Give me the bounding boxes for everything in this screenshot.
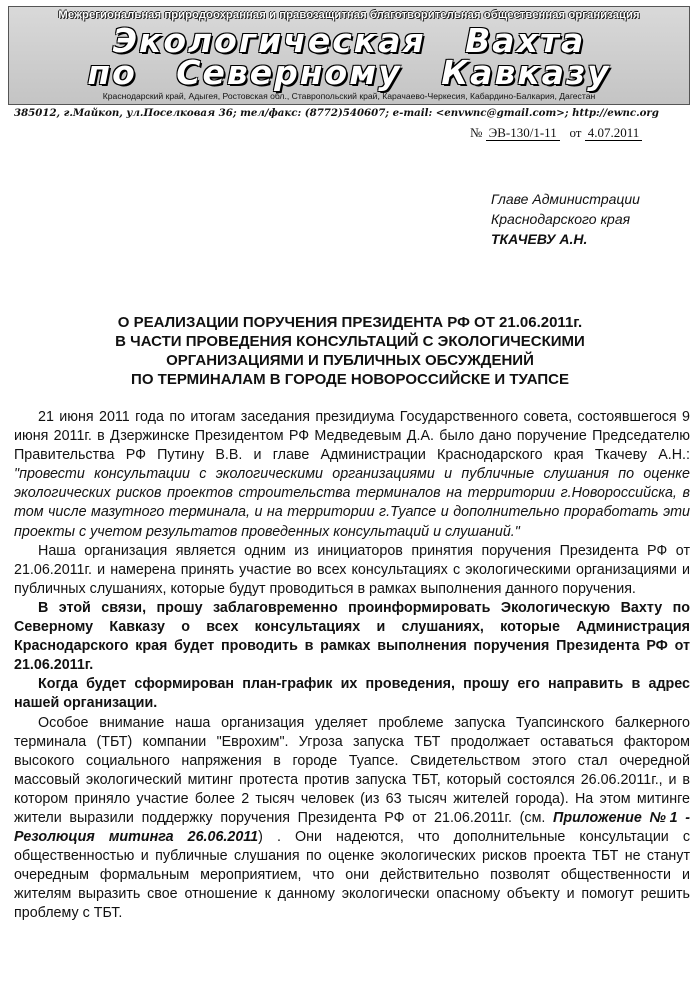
heading-line1: О РЕАЛИЗАЦИИ ПОРУЧЕНИЯ ПРЕЗИДЕНТА РФ ОТ 21.06.2011г. xyxy=(117,314,583,331)
paragraph-2: Наша организация является одним из инициаторов принятия поручения Президента РФ от 21.06.2011г. и намерена принять участие во всех консультациях с экологическими организациями и публичных слушаниях, которые будут проводиться в рамках выполнения данного поручения. xyxy=(14,542,690,597)
org-title-line1: Экологическая Вахта xyxy=(112,21,586,60)
letter-body xyxy=(14,408,690,924)
appendix-reference: Приложение №1 - Резолюция митинга 26.06.2011 xyxy=(14,809,690,846)
addressee-block xyxy=(491,189,640,249)
heading-line4: ПО ТЕРМИНАЛАМ В ГОРОДЕ НОВОРОССИЙСКЕ И ТУАПСЕ xyxy=(131,371,569,388)
org-address: 385012, г.Майкоп, ул.Поселковая 36; тел/факс: (8772)540607; e-mail: <envwnc@gmail.com>; http://ewnc.org xyxy=(14,107,659,119)
org-description: Межрегиональная природоохранная и правозащитная благотворительная общественная организация xyxy=(58,9,640,21)
doc-date: 4.07.2011 xyxy=(585,125,643,141)
addressee-line2: Краснодарского края xyxy=(491,211,631,227)
letter-heading xyxy=(30,313,670,389)
number-label: № xyxy=(470,125,483,140)
paragraph-4: Когда будет сформирован план-график их проведения, прошу его направить в адрес нашей организации. xyxy=(14,676,690,712)
addressee-name: ТКАЧЕВУ А.Н. xyxy=(491,231,588,247)
date-label: от xyxy=(569,125,582,140)
addressee-line1: Главе Администрации xyxy=(491,191,640,207)
letterhead xyxy=(8,6,690,105)
registration-number xyxy=(470,125,642,141)
paragraph-5-text-a: Особое внимание наша организация уделяет проблеме запуска Туапсинского балкерного терминала (ТБТ) компании "Еврохим". Угроза запуска ТБТ продолжает оставаться фактором высокого социального напряжения в городе Туапсе. Свидетельством этого стал очередной массовый экологический митинг протеста против запуска ТБТ, который состоялся 26.06.2011г., и в котором приняло участие более 2 тысяч человек (из 63 тысяч жителей города). На этом митинге жители выразили поддержку поручения Президента РФ от 21.06.2011г. (см. xyxy=(14,714,690,826)
heading-line3: ОРГАНИЗАЦИЯМИ И ПУБЛИЧНЫХ ОБСУЖДЕНИЙ xyxy=(166,352,534,369)
paragraph-3: В этой связи, прошу заблаговременно проинформировать Экологическую Вахту по Северному Кавказу о всех консультациях и слушаниях, которые Администрация Краснодарского края будет проводить в рамках выполнения поручения Президента РФ от 21.06.2011г. xyxy=(14,599,690,674)
paragraph-1 xyxy=(14,408,690,542)
regions-list: Краснодарский край, Адыгея, Ростовская обл., Ставропольский край, Карачаево-Черкесия, Кабардино-Балкария, Дагестан xyxy=(102,91,596,101)
doc-number: ЭВ-130/1-11 xyxy=(486,125,560,141)
paragraph-5-text-b: ) . Они надеются, что дополнительные консультации с общественностью и публичные слушания по оценке экологических рисков проекта ТБТ не станут очередным формальным мероприятием, что они действительно позволят общественности и жителям выразить свое отношение к данному экологически опасному объекту и помогут решить проблему с ТБТ. xyxy=(14,829,690,922)
presidential-order-quote: "провести консультации с экологическими организациями и публичные слушания по оценке экологических рисков проектов строительства терминалов на территории г.Новороссийска, в том числе мазутного терминала, и на территории г.Туапсе и дополнительно проработать эти проекты с учетом результатов проведенных консультаций и слушаний." xyxy=(14,466,690,540)
paragraph-1-text: 21 июня 2011 года по итогам заседания президиума Государственного совета, состоявшегося 9 июня 2011г. в Дзержинске Президентом РФ Медведевым Д.А. было дано поручение Председателю Правительства РФ Путину В.В. и главе Администрации Краснодарского края Ткачеву А.Н.: xyxy=(14,409,690,464)
org-title-line2: по Северному Кавказу xyxy=(87,53,611,92)
heading-line2: В ЧАСТИ ПРОВЕДЕНИЯ КОНСУЛЬТАЦИЙ С ЭКОЛОГИЧЕСКИМИ xyxy=(115,333,585,350)
paragraph-5 xyxy=(14,714,690,924)
